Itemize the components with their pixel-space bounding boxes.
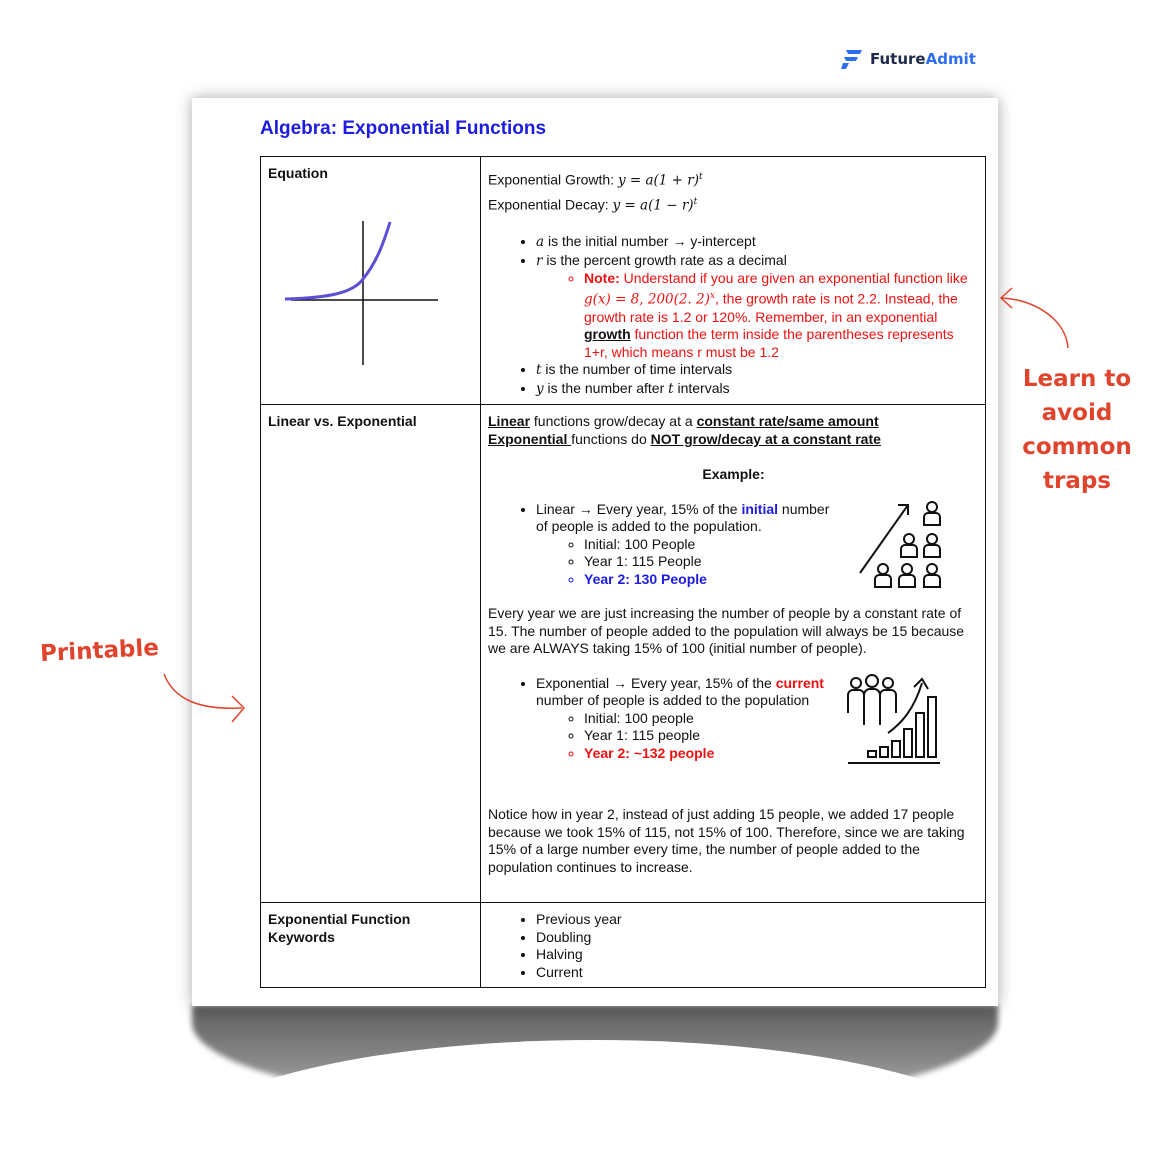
row-label-linear-vs-exponential: Linear vs. Exponential: [261, 405, 481, 903]
exponential-explanation: Notice how in year 2, instead of just adding 15 people, we added 17 people because we took 15% of 115, not 15% of 100. Therefore, since we are taking 15% of a large number every time, the number of people added to the population continues to increase.: [488, 806, 965, 875]
row-label-equation: Equation: [261, 157, 481, 405]
list-item: ◦ Year 1: 115 People: [584, 553, 836, 571]
list-item: ◦ Year 1: 115 people: [584, 727, 836, 745]
linear-example: [488, 501, 979, 589]
decay-formula: Exponential Decay: $y = a(1 - r)^t$: [488, 196, 698, 214]
growth-chart-people-icon: [844, 673, 944, 769]
futureadmit-logo: [840, 48, 976, 70]
list-item: ◦ Year 2: 130 People: [584, 571, 836, 589]
variable-list: [488, 233, 979, 398]
keyword-list: [488, 911, 979, 981]
page-title: Algebra: Exponential Functions: [260, 118, 547, 139]
list-item: • t is the number of time intervals: [536, 361, 979, 380]
linear-people-icon: [856, 495, 948, 595]
note-item: ◦ Note: Understand if you are given an exponential function like g(x) = 8, 200(2. 2)$^x$, the growth rate is not 2.2. Instead, the growth rate is 1.2 or 120%. Remember, in an exponential growth function the term inside the parentheses represents 1+r, which means r must be 1.2: [584, 270, 979, 361]
list-item: • Doubling: [536, 929, 979, 947]
list-item: ◦ Year 2: ~132 people: [584, 745, 836, 763]
equation-content: [481, 157, 986, 405]
exponential-definition: Exponential functions do NOT grow/decay at a constant rate: [488, 430, 881, 447]
arrow-icon-right-annotation: [996, 280, 1076, 350]
list-item: • Current: [536, 964, 979, 982]
list-item: • Linear → Every year, 15% of the initial number of people is added to the population. ◦ Initial: 100 People ◦ Year 1: 115 People ◦ Year 2: 130 People: [536, 501, 836, 589]
linear-vs-exponential-content: [481, 405, 986, 903]
list-item: • Previous year: [536, 911, 979, 929]
linear-definition: Linear functions grow/decay at a constant rate/same amount: [488, 413, 879, 430]
learn-traps-annotation: Learn to avoid common traps: [1022, 366, 1132, 494]
worksheet-table: [260, 156, 986, 988]
list-item: • y is the number after t intervals: [536, 380, 979, 399]
logo-wordmark: FutureAdmit: [870, 50, 976, 68]
list-item: • r is the percent growth rate as a decimal ◦ Note: Understand if you are given an exponential function like g(x) = 8, 200(2. 2)$^x$, the growth rate is not 2.2. Instead, the growth rate is 1.2 or 120%. Remember, in an exponential growth function the term inside the parentheses represents 1+r, which means r must be 1.2: [536, 252, 979, 362]
list-item: • a is the initial number → y-intercept: [536, 233, 979, 252]
list-item: ◦ Initial: 100 people: [584, 710, 836, 728]
growth-formula: Exponential Growth: $y = a(1 + r)^t$: [488, 171, 703, 189]
table-row-linear-vs-exponential: [261, 405, 986, 903]
logo-icon: [840, 48, 864, 70]
exponential-example: [488, 675, 979, 763]
row-label-keywords: Exponential Function Keywords: [261, 903, 481, 988]
table-row-keywords: [261, 903, 986, 988]
arrow-icon-left-annotation: [160, 670, 250, 730]
example-heading: Example:: [702, 466, 765, 483]
list-item: • Exponential → Every year, 15% of the current number of people is added to the population ◦ Initial: 100 people ◦ Year 1: 115 people ◦ Year 2: ~132 people: [536, 675, 836, 763]
exponential-graph: [268, 195, 438, 365]
keywords-content: [481, 903, 986, 988]
linear-explanation: Every year we are just increasing the number of people by a constant rate of 15. The number of people added to the population will always be 15 because we are ALWAYS taking 15% of 100 (initial number of people).: [488, 605, 965, 657]
printable-annotation: Printable: [39, 634, 160, 668]
list-item: • Halving: [536, 946, 979, 964]
worksheet-page: [192, 98, 998, 1006]
list-item: ◦ Initial: 100 People: [584, 536, 836, 554]
table-row-equation: [261, 157, 986, 405]
